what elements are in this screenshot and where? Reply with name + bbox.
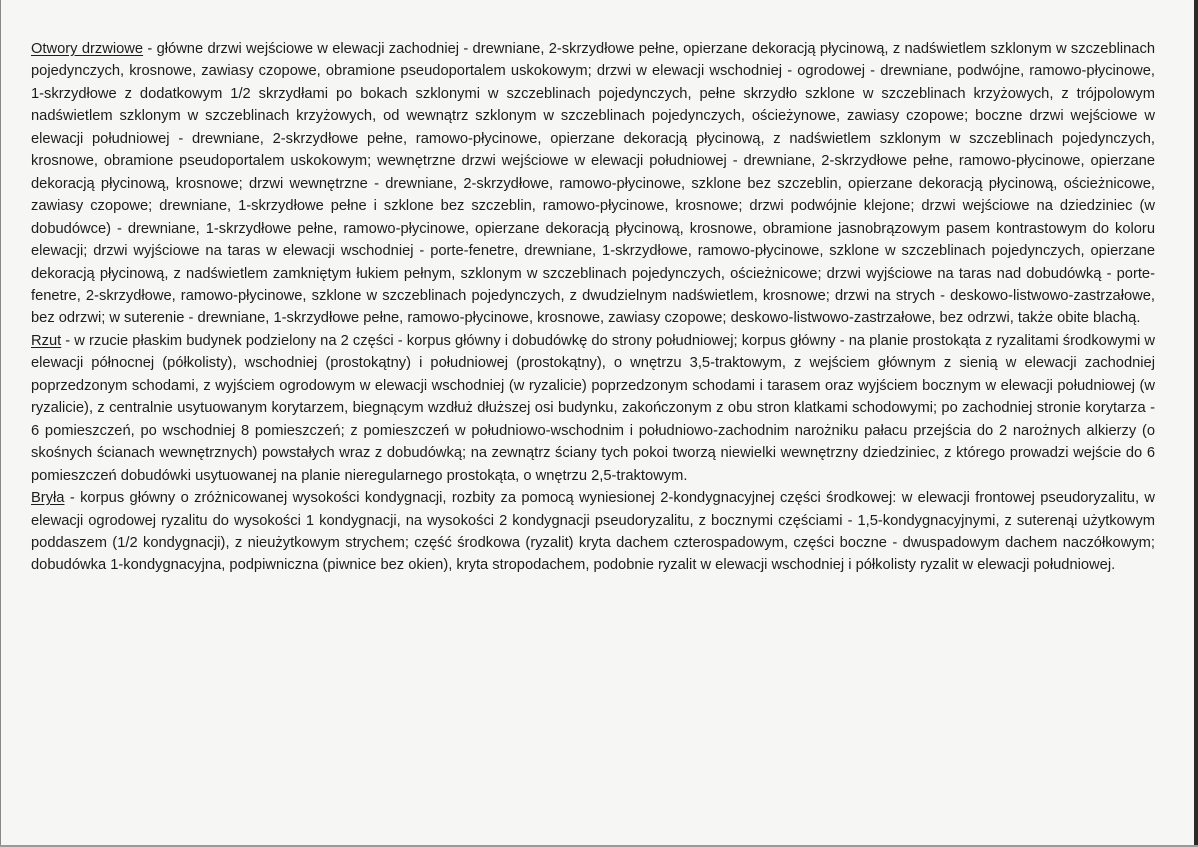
section-text: - korpus główny o zróżnicowanej wysokości kondygnacji, rozbity za pomocą wyniesionej 2-kondygnacyjnej części środkowej: w elewacji frontowej pseudoryzalitu, w elewacji ogrodowej ryzalitu do wysokości 1 kondygnacji, na wysokości 2 kondygnacji pseudoryzalitu, z bocznymi częściami - 1,5-kondygnacyjnymi, z suterenąi użytkowym poddaszem (1/2 kondygnacji), z nieużytkowym strychem; część środkowa (ryzalit) kryta dachem czterospadowym, części boczne - dwuspadowym dachem naczółkowym; dobudówka 1-kondygnacyjna, podpiwniczna (piwnice bez okien), kryta stropodachem, podobnie ryzalit w elewacji wschodniej i półkolisty ryzalit w elewacji południowej. <box>31 490 1155 574</box>
section-heading: Rzut <box>31 332 62 349</box>
section-text: - główne drzwi wejściowe w elewacji zachodniej - drewniane, 2-skrzydłowe pełne, opierzane dekoracją płycinową, z nadświetlem szklonym w szczeblinach pojedynczych, krosnowe, zawiasy czopowe, obramione pseudoportalem uskokowym; drzwi w elewacji wschodniej - ogrodowej - drewniane, podwójne, ramowo-płycinowe, 1-skrzydłowe z dodatkowym 1/2 skrzydłami po bokach szklonymi w szczeblinach pojedynczych, pełne skrzydło szklone w szczeblinach krzyżowych, z trójpolowym nadświetlem szklonym w szczeblinach krzyżowych, od wewnątrz szklonym w szczeblinach pojedynczych, ościeżynowe, zawiasy czopowe; boczne drzwi wejściowe w elewacji południowej - drewniane, 2-skrzydłowe pełne, ramowo-płycinowe, opierzane dekoracją płycinową, z nadświetlem szklonym w szczeblinach pojedynczych, krosnowe, obramione pseudoportalem uskokowym; wewnętrzne drzwi wejściowe w elewacji południowej - drewniane, 2-skrzydłowe pełne, ramowo-płycinowe, opierzane dekoracją płycinową, krosnowe; drzwi wewnętrzne - drewniane, 2-skrzydłowe, ramowo-płycinowe, szklone bez szczeblin, opierzane dekoracją płycinową, ościeżnicowe, zawiasy czopowe; drewniane, 1-skrzydłowe pełne i szklone bez szczeblin, ramowo-płycinowe, krosnowe; drzwi podwójnie klejone; drzwi wejściowe na dziedziniec (w dobudówce) - drewniane, 1-skrzydłowe pełne, ramowo-płycinowe, opierzane dekoracją płycinową, krosnowe, obramione jasnobrązowym pasem kontrastowym do koloru elewacji; drzwi wyjściowe na taras w elewacji wschodniej - porte-fenetre, drewniane, 1-skrzydłowe, ramowo-płycinowe, szklone w szczeblinach pojedynczych, opierzane dekoracją płycinową, z nadświetlem zamkniętym łukiem pełnym, szklonym w szczeblinach pojedynczych, ościeżnicowe; drzwi wyjściowe na taras nad dobudówką - porte-fenetre, 2-skrzydłowe, ramowo-płycinowe, szklone w szczeblinach pojedynczych, z dwudzielnym nadświetlem, krosnowe; drzwi na strych - deskowo-listwowo-zastrzałowe, bez odrzwi; w suterenie - drewniane, 1-skrzydłowe pełne, ramowo-płycinowe, krosnowe, zawiasy czopowe; deskowo-listwowo-zastrzałowe, bez odrzwi, także obite blachą. <box>31 41 1155 327</box>
section-bryla <box>31 487 1155 577</box>
section-otwory-drzwiowe <box>31 38 1155 330</box>
section-heading: Bryła <box>31 490 65 507</box>
section-text: - w rzucie płaskim budynek podzielony na 2 części - korpus główny i dobudówkę do strony południowej; korpus główny - na planie prostokąta z ryzalitami środkowymi w elewacji północnej (półkolisty), wschodniej (prostokątny) i południowej (prostokątny), o wnętrzu 3,5-traktowym, z wejściem głównym z sienią w elewacji zachodniej poprzedzonym schodami, z wyjściem ogrodowym w elewacji wschodniej (w ryzalicie) poprzedzonym schodami i tarasem oraz wyjściem bocznym w elewacji południowej (w ryzalicie), z centralnie usytuowanym korytarzem, biegnącym wzdłuż dłuższej osi budynku, zakończonym z obu stron klatkami schodowymi; po zachodniej stronie korytarza - 6 pomieszczeń, po wschodniej 8 pomieszczeń; z pomieszczeń w południowo-wschodnim i południowo-zachodnim narożniku pałacu przejścia do 2 narożnych alkierzy (o skośnych ścianach wewnętrznych) powstałych wraz z dobudówką; na zewnątrz ściany tych pokoi tworzą niewielki wewnętrzny dziedziniec, z którego prowadzi wejście do 6 pomieszczeń dobudówki usytuowanej na planie nieregularnego prostokąta, o wnętrzu 2,5-traktowym. <box>31 332 1155 484</box>
section-rzut <box>31 330 1155 487</box>
scan-edge-left <box>0 0 1 847</box>
scan-edge-right <box>1194 0 1198 847</box>
section-heading: Otwory drzwiowe <box>31 41 144 57</box>
document-body <box>31 38 1155 577</box>
